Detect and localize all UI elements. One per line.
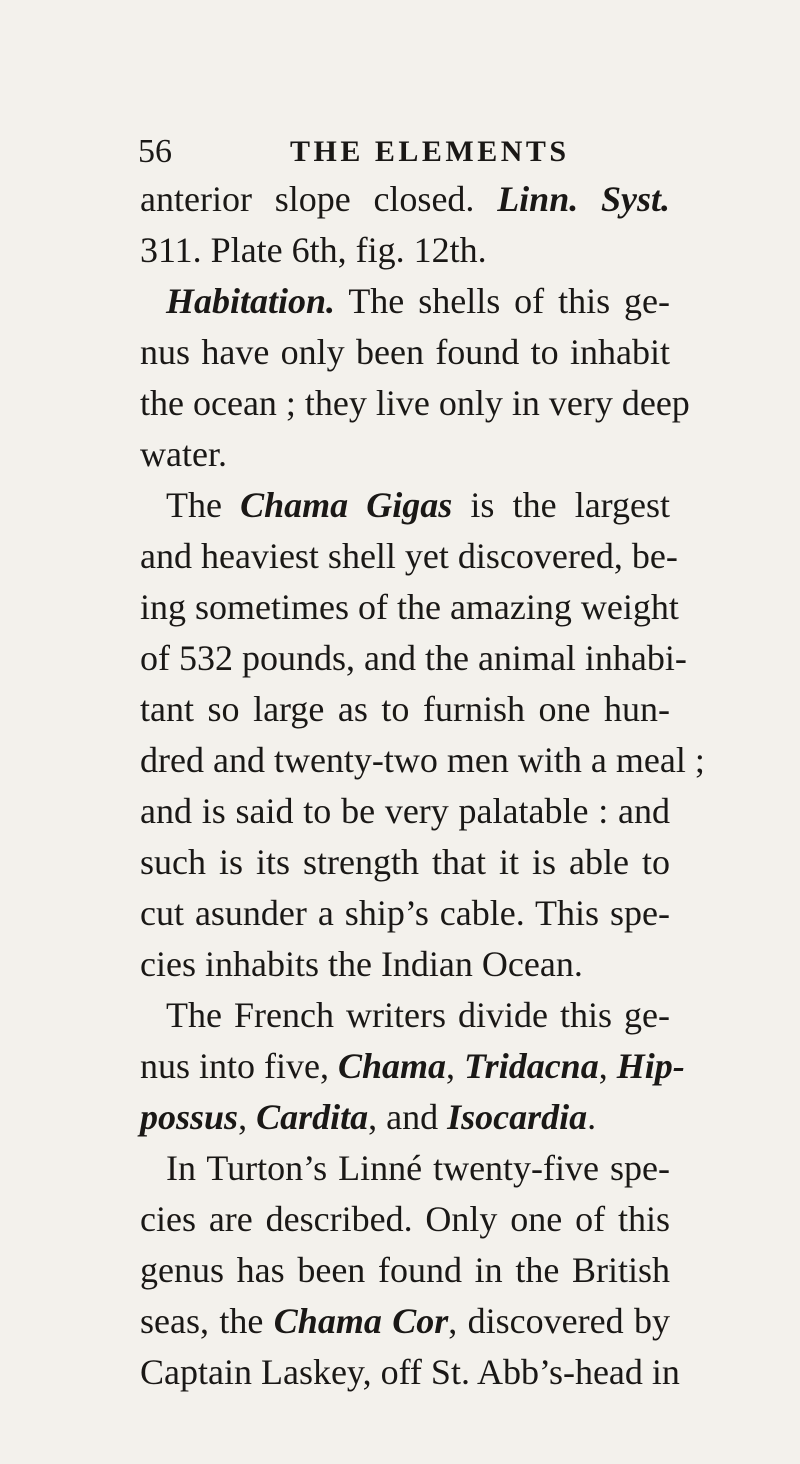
text-segment: and is said to be very palatable : and bbox=[140, 791, 670, 831]
text-segment: The bbox=[166, 485, 241, 525]
page-header bbox=[138, 130, 668, 174]
text-segment: Captain Laskey, off St. Abb’s-head in bbox=[140, 1352, 680, 1392]
text-segment: The shells of this ge- bbox=[335, 281, 670, 321]
text-line bbox=[140, 1143, 670, 1194]
text-segment: dred and twenty-two men with a meal ; bbox=[140, 740, 705, 780]
text-segment: , discovered by bbox=[448, 1301, 670, 1341]
text-line bbox=[140, 1347, 680, 1398]
text-line bbox=[140, 1041, 685, 1092]
text-segment: tant so large as to furnish one hun- bbox=[140, 689, 670, 729]
text-segment: ing sometimes of the amazing weight bbox=[140, 587, 679, 627]
italic-segment: Chama Cor bbox=[273, 1301, 449, 1341]
italic-segment: Hip- bbox=[616, 1046, 685, 1086]
italic-segment: possus bbox=[140, 1097, 239, 1137]
text-segment: . bbox=[587, 1097, 597, 1137]
page-number: 56 bbox=[138, 133, 172, 170]
text-segment: nus have only been found to inhabit bbox=[140, 332, 670, 372]
text-segment: the ocean ; they live only in very deep bbox=[140, 383, 690, 423]
text-segment: cies are described. Only one of this bbox=[140, 1199, 670, 1239]
text-segment: seas, the bbox=[140, 1301, 274, 1341]
text-line bbox=[140, 174, 670, 225]
text-line bbox=[140, 837, 670, 888]
text-segment: , bbox=[598, 1046, 617, 1086]
text-segment: and heaviest shell yet discovered, be- bbox=[140, 536, 678, 576]
text-segment: of 532 pounds, and the animal inhabi- bbox=[140, 638, 687, 678]
text-line bbox=[140, 582, 679, 633]
text-line bbox=[140, 633, 687, 684]
text-line bbox=[140, 225, 670, 276]
italic-segment: Linn. Syst. bbox=[497, 179, 670, 219]
text-segment: is the largest bbox=[452, 485, 671, 525]
text-line bbox=[140, 378, 690, 429]
text-line bbox=[140, 684, 670, 735]
text-line bbox=[140, 1296, 670, 1347]
text-segment: cut asunder a ship’s cable. This spe- bbox=[140, 893, 670, 933]
text-segment: nus into five, bbox=[140, 1046, 338, 1086]
text-segment: In Turton’s Linné twenty-five spe- bbox=[166, 1148, 670, 1188]
italic-segment: Chama bbox=[337, 1046, 447, 1086]
text-segment: genus has been found in the British bbox=[140, 1250, 670, 1290]
italic-segment: Isocardia bbox=[447, 1097, 588, 1137]
text-line bbox=[140, 276, 670, 327]
text-line bbox=[140, 990, 670, 1041]
text-segment: 311. Plate 6th, fig. 12th. bbox=[140, 230, 487, 270]
text-segment: cies inhabits the Indian Ocean. bbox=[140, 944, 583, 984]
italic-segment: Cardita bbox=[256, 1097, 369, 1137]
text-line bbox=[140, 939, 670, 990]
text-segment: , and bbox=[368, 1097, 448, 1137]
text-line bbox=[140, 735, 705, 786]
text-line bbox=[140, 1194, 670, 1245]
text-line bbox=[140, 1245, 670, 1296]
italic-segment: Tridacna bbox=[464, 1046, 599, 1086]
text-line bbox=[140, 1092, 670, 1143]
body-text bbox=[140, 174, 705, 1398]
text-line bbox=[140, 429, 670, 480]
italic-segment: Habitation. bbox=[166, 281, 336, 321]
running-head: THE ELEMENTS bbox=[290, 135, 570, 168]
text-segment: anterior slope closed. bbox=[140, 179, 498, 219]
text-segment: , bbox=[446, 1046, 465, 1086]
text-line bbox=[140, 327, 670, 378]
text-line bbox=[140, 480, 670, 531]
text-line bbox=[140, 888, 670, 939]
italic-segment: Chama Gigas bbox=[240, 485, 453, 525]
text-segment: such is its strength that it is able to bbox=[140, 842, 670, 882]
text-line bbox=[140, 786, 670, 837]
text-segment: water. bbox=[140, 434, 227, 474]
text-segment: The French writers divide this ge- bbox=[166, 995, 670, 1035]
text-segment: , bbox=[238, 1097, 257, 1137]
text-line bbox=[140, 531, 678, 582]
